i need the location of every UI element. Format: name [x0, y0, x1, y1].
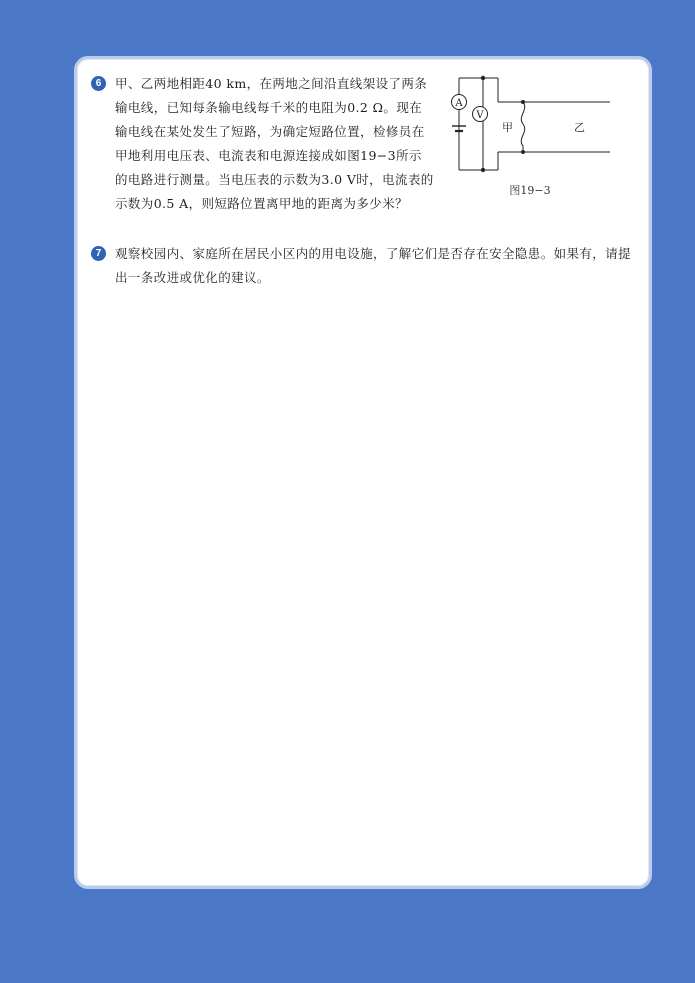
circuit-diagram	[442, 72, 618, 182]
problem-text: 观察校园内、家庭所在居民小区内的用电设施，了解它们是否存在安全隐患。如果有，请提出一条改进或优化的建议。	[115, 246, 632, 285]
voltmeter-label: V	[476, 110, 484, 121]
problem-6	[91, 72, 434, 216]
problem-7	[91, 242, 637, 290]
problem-number-badge: 7	[91, 246, 106, 261]
ammeter-label: A	[455, 98, 463, 109]
location-a-label: 甲	[502, 121, 513, 134]
circuit-figure	[442, 72, 618, 202]
problem-number-badge: 6	[91, 76, 106, 91]
problem-text: 甲、乙两地相距40 km，在两地之间沿直线架设了两条输电线，已知每条输电线每千米的电阻为0.2 Ω。现在输电线在某处发生了短路，为确定短路位置，检修员在甲地利用电压表、电流表和电源连接成如图19−3所示的电路进行测量。当电压表的示数为3.0 V时，电流表的示数为0.5 A，则短路位置离甲地的距离为多少米？	[115, 76, 434, 211]
figure-caption: 图19−3	[509, 184, 551, 197]
location-b-label: 乙	[574, 121, 585, 134]
